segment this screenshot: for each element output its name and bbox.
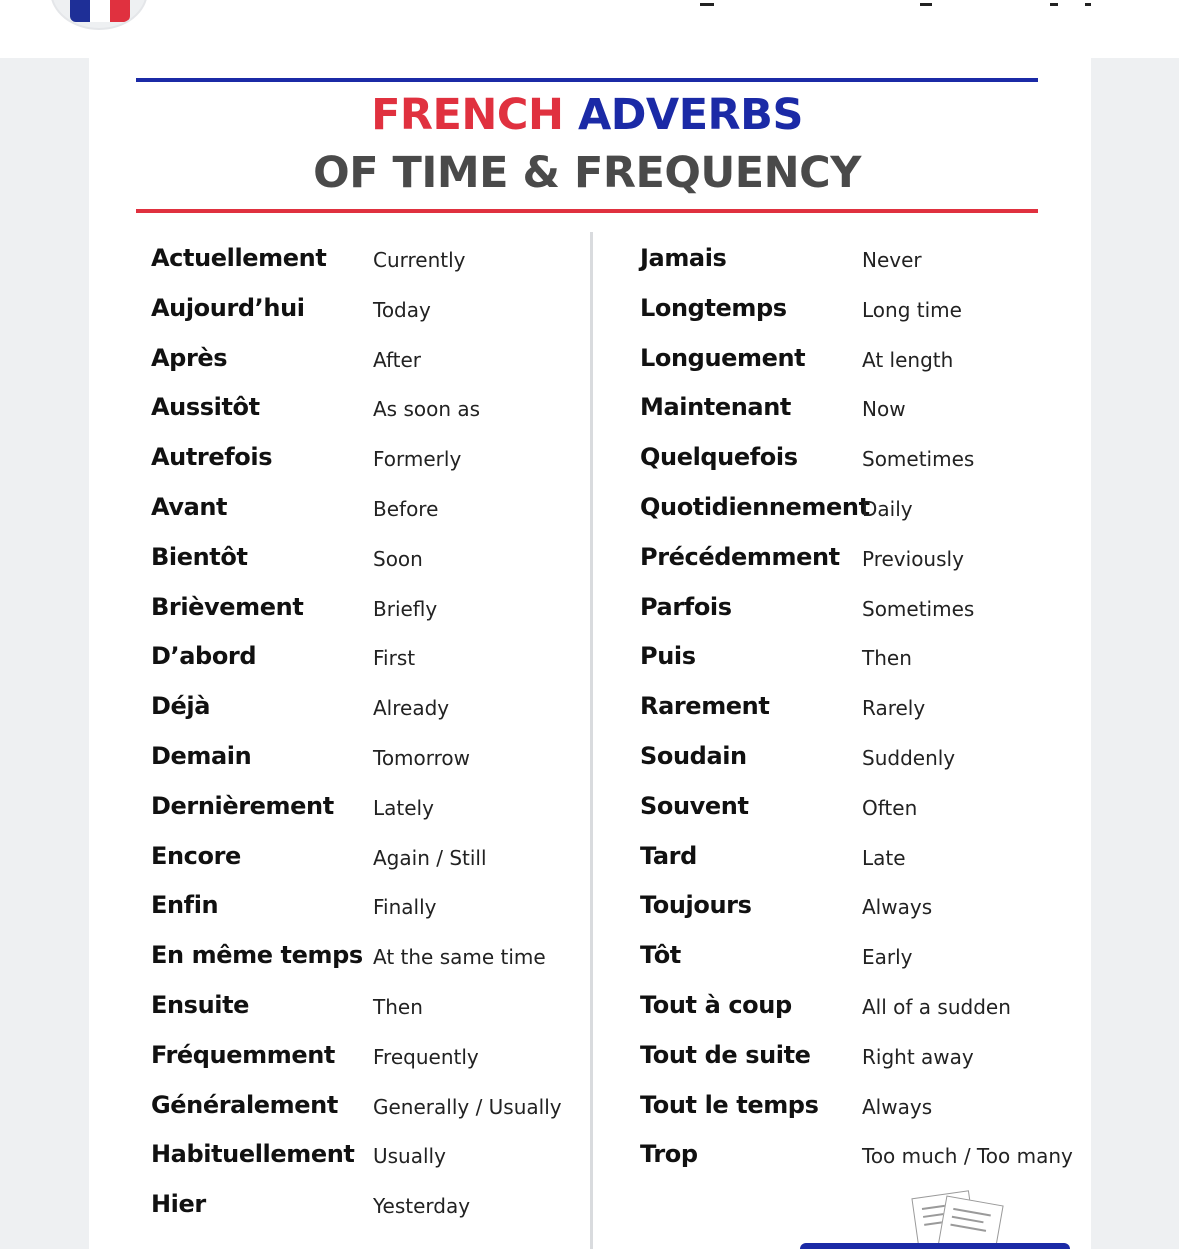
english-translation: Long time [862,297,962,322]
english-translation: Then [373,995,423,1019]
french-adverb: Longuement [640,343,806,372]
english-translation: Then [862,646,912,671]
french-adverb: En même temps [151,941,363,970]
french-adverb: D’abord [151,642,257,671]
english-translation: Soon [373,546,423,571]
vocab-row [0,437,1179,477]
english-translation: After [373,347,422,372]
english-translation: Briefly [373,596,438,621]
english-translation: Never [862,248,922,272]
french-adverb: Tôt [640,941,681,970]
title-rule-bottom [136,209,1038,213]
english-translation: Daily [862,497,913,521]
vocab-row [0,487,1179,527]
french-adverb: Autrefois [151,443,273,472]
french-adverb: Maintenant [640,393,791,422]
french-adverb: Habituellement [151,1140,355,1169]
worksheet-pages-icon [908,1192,1008,1249]
french-adverb: Quotidiennement [640,493,870,521]
vocab-row [0,636,1179,676]
vocab-row [0,736,1179,776]
vocab-row [0,836,1179,876]
english-translation: Before [373,497,439,521]
english-translation: Late [862,845,906,870]
english-translation: Too much / Too many [862,1144,1073,1169]
france-flag-icon [70,0,130,22]
french-adverb: Quelquefois [640,443,798,472]
french-adverb: Précédemment [640,542,840,571]
english-translation: Lately [373,795,434,820]
vocab-row [0,1134,1179,1174]
english-translation: Finally [373,895,437,920]
french-adverb: Fréquemment [151,1040,335,1069]
title-rule-top [136,78,1038,82]
french-adverb: Tout le temps [640,1090,819,1119]
french-adverb: Après [151,343,228,372]
vocab-row [0,1035,1179,1075]
vocab-row [0,885,1179,925]
english-translation: Always [862,895,933,920]
vocab-row [0,587,1179,627]
vocab-row [0,238,1179,278]
french-adverb: Dernièrement [151,791,334,820]
english-translation: Usually [373,1144,446,1169]
french-adverb: Tout à coup [640,991,792,1019]
french-adverb: Enfin [151,891,219,920]
cropped-header-text [690,0,1110,6]
english-translation: Rarely [862,696,926,721]
english-translation: Often [862,795,918,820]
english-translation: Sometimes [862,447,975,472]
english-translation: Sometimes [862,596,975,621]
vocab-row [0,786,1179,826]
english-translation: Suddenly [862,746,956,770]
english-translation: All of a sudden [862,995,1011,1019]
english-translation: Formerly [373,447,462,472]
english-translation: At the same time [373,945,546,970]
french-adverb: Ensuite [151,991,250,1019]
title-word-french: FRENCH [371,90,564,140]
french-adverb: Rarement [640,692,770,721]
english-translation: Frequently [373,1044,479,1069]
site-header [0,0,1179,58]
french-adverb: Avant [151,493,228,521]
vocab-row [0,1085,1179,1125]
french-adverb: Brièvement [151,592,304,621]
english-translation: Generally / Usually [373,1094,562,1119]
english-translation: Previously [862,546,964,571]
french-adverb: Longtemps [640,293,787,322]
download-button[interactable] [800,1243,1070,1249]
french-adverb: Puis [640,642,696,671]
english-translation: Yesterday [373,1194,471,1219]
english-translation: Right away [862,1044,974,1069]
french-adverb: Demain [151,742,252,770]
french-adverb: Toujours [640,891,752,920]
english-translation: Tomorrow [373,746,471,770]
vocab-row [0,338,1179,378]
vocab-row [0,387,1179,427]
french-adverb: Hier [151,1190,206,1219]
infographic-title [136,88,1038,142]
english-translation: First [373,646,416,671]
english-translation: Now [862,397,906,422]
french-adverb: Soudain [640,742,747,770]
french-adverb: Aujourd’hui [151,293,305,322]
english-translation: Early [862,945,913,970]
french-adverb: Bientôt [151,542,248,571]
french-adverb: Parfois [640,592,732,621]
title-word-adverbs: ADVERBS [577,90,803,140]
infographic-subtitle: OF TIME & FREQUENCY [313,148,861,198]
french-adverb: Actuellement [151,244,327,272]
english-translation: At length [862,347,954,372]
vocab-row [0,288,1179,328]
french-adverb: Jamais [640,244,727,272]
vocab-row [0,686,1179,726]
french-adverb: Trop [640,1140,698,1169]
french-adverb: Aussitôt [151,393,260,422]
vocab-row [0,935,1179,975]
english-translation: Again / Still [373,845,487,870]
vocab-row [0,537,1179,577]
english-translation: Today [373,297,431,322]
site-logo[interactable] [50,0,148,30]
french-adverb: Déjà [151,692,211,721]
french-adverb: Souvent [640,791,749,820]
english-translation: Already [373,696,450,721]
french-adverb: Généralement [151,1090,338,1119]
french-adverb: Encore [151,841,241,870]
french-adverb: Tout de suite [640,1040,811,1069]
english-translation: Currently [373,248,466,272]
vocab-row [0,985,1179,1025]
french-adverb: Tard [640,841,697,870]
english-translation: As soon as [373,397,481,422]
english-translation: Always [862,1094,933,1119]
